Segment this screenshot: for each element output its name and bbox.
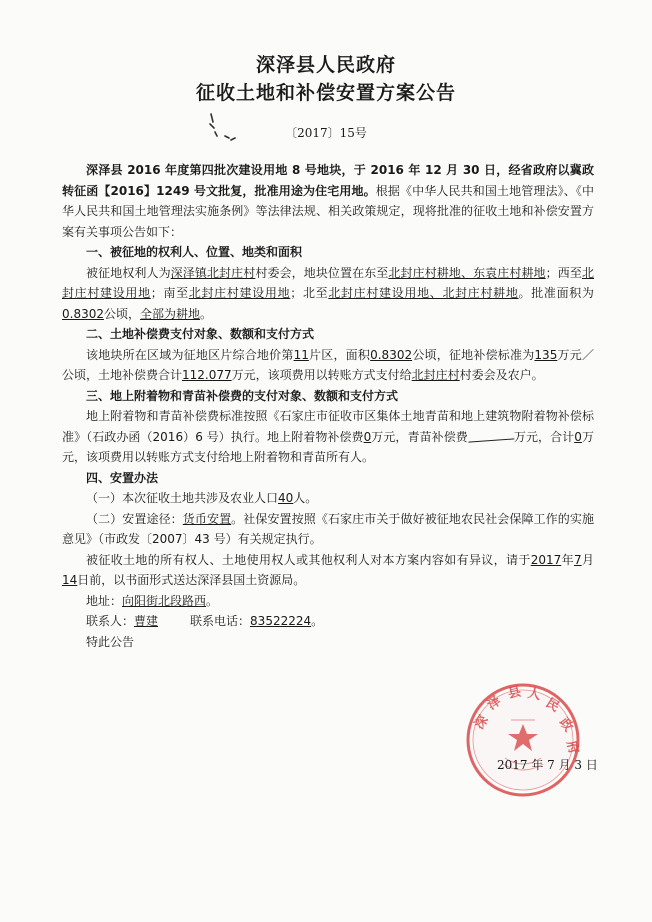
payee-value: 北封庄村: [411, 368, 460, 382]
owner-value: 深泽镇北封庄村: [170, 265, 256, 280]
section3-paragraph: 地上附着物和青苗补偿费标准按照《石家庄市征收市区集体土地青苗和地上建筑物附着物补偿标准》（石政办函（2016）6 号）执行。地上附着物补偿费0万元，青苗补偿费 万元，合计0万元，该项费用以转账方式支付给地上附着物和青苗所有人。: [62, 409, 594, 464]
section3-heading: 三、地上附着物和青苗补偿费的支付对象、数额和支付方式: [86, 388, 399, 403]
intro-text: 根据《中华人民共和国土地管理法》、《中华人民共和国土地管理法实施条例》等法律法规、相关政策规定，现将批准的征收土地和补偿安置方案有关事项公告如下：: [62, 183, 594, 239]
population-value: 40: [278, 491, 294, 505]
north-boundary: 北封庄村建设用地、北封庄村耕地: [328, 286, 519, 300]
contact-line: 联系人：曹建 联系电话：83522224。: [86, 614, 324, 628]
objection-paragraph: 被征收土地的所有权人、土地使用权人或其他权利人对本方案内容如有异议，请于2017年7月14日前，以书面形式送达深泽县国土资源局。: [62, 552, 594, 587]
svg-text:人: 人: [526, 686, 542, 704]
south-boundary: 北封庄村建设用地: [188, 286, 291, 300]
section2-paragraph: 该地块所在区域为征地区片综合地价第11片区，面积0.8302公顷，征地补偿标准为135万元／公顷，土地补偿费合计112.077万元，该项费用以转账方式支付给北封庄村村委会及农户。: [62, 347, 594, 382]
intro-paragraph: [62, 160, 594, 242]
total-value: 112.077: [182, 368, 232, 382]
svg-text:县: 县: [506, 684, 523, 702]
contact-person: 曹建: [134, 614, 159, 628]
rate-value: 135: [534, 347, 558, 362]
svg-text:泽: 泽: [484, 693, 504, 714]
area-value-2: 0.8302: [370, 347, 413, 362]
resettlement-way: 货币安置: [182, 511, 232, 526]
deadline-month: 7: [573, 552, 582, 567]
section1-paragraph: 被征地权利人为深泽镇北封庄村村委会，地块位置在东至北封庄村耕地、东袁庄村耕地；西至北封庄村建设用地；南至北封庄村建设用地；北至北封庄村建设用地、北封庄村耕地。批准面积为0.8302公顷，全部为耕地。: [62, 265, 594, 321]
zone-value: 11: [293, 347, 309, 362]
section1-heading: 一、被征地的权利人、位置、地类和面积: [86, 245, 303, 259]
attachment-fee: 0: [363, 429, 372, 444]
official-seal: [463, 680, 583, 800]
area-value: 0.8302: [62, 306, 104, 321]
section4-heading: 四、安置办法: [86, 470, 159, 485]
document-number: 〔2017〕15号: [285, 126, 367, 140]
svg-text:政: 政: [555, 715, 576, 735]
contact-phone: 83522224: [250, 614, 312, 628]
land-type: 全部为耕地: [140, 306, 201, 321]
deadline-day: 14: [62, 573, 78, 587]
intro-approval: 深泽县 2016 年度第四批次建设用地 8 号地块，于 2016 年 12 月 30 日，经省政府以冀政转征函【2016】1249 号文批复，批准用途为住宅用地。: [62, 163, 594, 198]
sum-value: 0: [574, 429, 582, 444]
west-boundary: 北封庄村建设用地: [62, 265, 594, 300]
address-value: 向阳街北段路西: [122, 593, 207, 608]
east-boundary: 北封庄村耕地、东袁庄村耕地: [388, 265, 546, 280]
section4-item1: （一）本次征收土地共涉及农业人口40人。: [86, 491, 318, 505]
page-title: 深泽县人民政府: [255, 54, 396, 76]
document-body: [62, 160, 594, 652]
crop-fee-blank: [468, 428, 515, 442]
closing-line: 特此公告: [86, 634, 135, 649]
address-line: 地址：向阳街北段路西。: [86, 593, 219, 608]
page-subtitle: 征收土地和补偿安置方案公告: [195, 82, 456, 104]
issue-date: 2017 年 7 月 3 日: [497, 758, 598, 772]
svg-text:府: 府: [563, 739, 581, 756]
deadline-year: 2017: [530, 552, 562, 567]
svg-text:民: 民: [542, 695, 562, 716]
svg-text:深: 深: [471, 713, 492, 733]
section4-item2: （二）安置途径：货币安置。社保安置按照《石家庄市关于做好被征地农民社会保障工作的实施意见》（市政发〔2007〕43 号）有关规定执行。: [62, 511, 594, 546]
section2-heading: 二、土地补偿费支付对象、数额和支付方式: [86, 327, 315, 341]
